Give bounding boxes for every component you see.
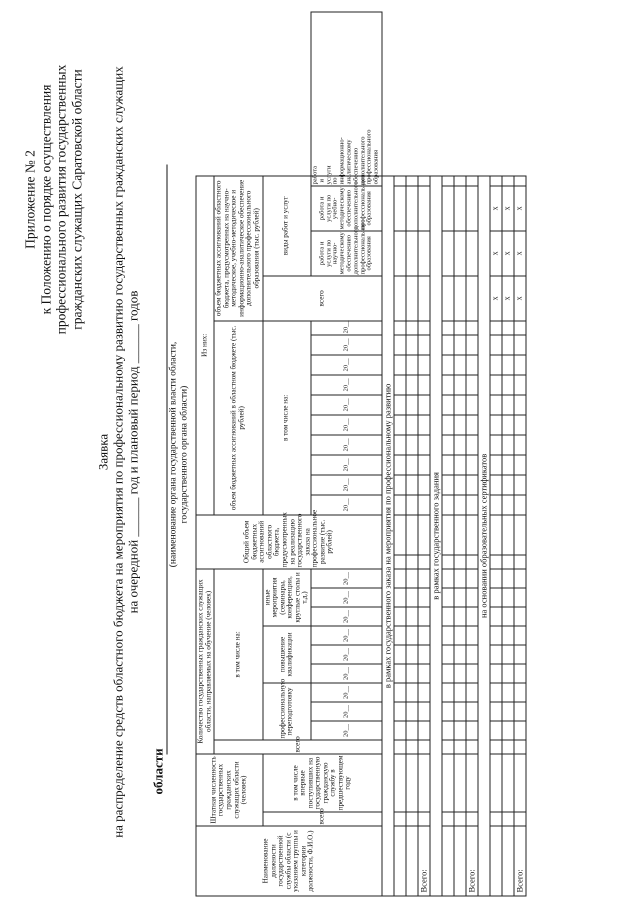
x-mark: x xyxy=(514,186,526,231)
rotated-sheet xyxy=(1,0,641,905)
col-header-count-all: всего xyxy=(214,740,382,754)
x-mark: x xyxy=(490,276,502,321)
org-caption xyxy=(169,205,191,705)
col-header-position: Наименование должности государственной службы области (с указанием группы и категории должности, Ф.И.О.) xyxy=(196,826,382,896)
org-caption-line: (наименование органа государственной власти области, xyxy=(168,341,179,568)
title-block xyxy=(97,0,142,905)
x-mark: x xyxy=(502,186,514,231)
col-header-staff: Штатная численность государственных гражданских служащих области (человек) xyxy=(196,754,263,826)
col-header-retrain: профессиональную переподготовку xyxy=(263,683,311,740)
appendix-block xyxy=(23,15,85,385)
request-table xyxy=(196,12,527,897)
kind-cell: работа и услуги по научно-методическому обеспечению дополнительного профессионального образования xyxy=(311,231,382,276)
col-header-of-them: Из них: xyxy=(196,176,214,515)
x-mark: x xyxy=(490,186,502,231)
year-cell: 20__ xyxy=(311,664,382,683)
year-cell: 20__ xyxy=(311,588,382,607)
col-header-kinds: виды работ и услуг xyxy=(263,176,311,276)
year-cell: 20__ xyxy=(311,683,382,702)
title-heading: Заявка xyxy=(95,433,111,471)
title-line-2: на очередной ______ год и плановый период ______ годов xyxy=(125,290,141,614)
col-header-staff-all: всего xyxy=(263,812,383,826)
year-cell: 20__ xyxy=(311,702,382,721)
x-mark: x xyxy=(502,276,514,321)
col-header-incl: в том числе на: xyxy=(214,569,262,740)
section-state-order: в рамках государственного заказа на мероприятия по профессиональному развитию xyxy=(382,176,394,896)
year-cell: 20__ xyxy=(311,645,382,664)
appendix-line: профессионального развития государственных xyxy=(53,64,69,335)
year-cell: 20__ xyxy=(311,607,382,626)
year-cell: 20__ xyxy=(311,375,382,395)
x-mark: x xyxy=(514,276,526,321)
total-label: Всего: xyxy=(514,826,526,896)
col-header-other: иные мероприятия (семинары, конференции, круглые столы и т.д.) xyxy=(263,569,311,626)
year-cell: 20__ xyxy=(311,321,382,335)
col-header-budget: объем бюджетных ассигнований в областном бюджете (тыс. рублей) xyxy=(214,321,262,515)
year-cell: 20__ xyxy=(311,355,382,375)
org-caption-line: государственного органа области) xyxy=(179,385,190,524)
appendix-line: к Положению о порядке осуществления xyxy=(38,84,54,315)
x-mark: x xyxy=(490,231,502,276)
x-mark: x xyxy=(502,231,514,276)
year-cell: 20__ xyxy=(311,475,382,495)
col-header-budget-kinds: в том числе на: xyxy=(263,321,311,515)
kind-cell: работа и услуги по учебно-методическому обеспечению дополнительного профессионального образования xyxy=(311,186,382,231)
year-cell: 20__ xyxy=(311,626,382,645)
appendix-line: Приложение № 2 xyxy=(22,150,38,249)
total-label: Всего: xyxy=(418,826,430,896)
year-cell: 20__ xyxy=(311,721,382,740)
year-cell: 20__ xyxy=(311,335,382,355)
col-header-count: Количество государственных гражданских служащих области, направляемых на обучение (человек) xyxy=(196,569,214,754)
section-state-task: в рамках государственного задания xyxy=(430,176,442,896)
col-header-qual: повышение квалификации xyxy=(263,626,311,683)
kind-cell: работа и услуги по информационно-аналитическому обеспечению дополнительного профессионального образования xyxy=(311,176,382,186)
year-cell: 20__ xyxy=(311,435,382,455)
year-cell: 20__ xyxy=(311,455,382,475)
year-cell: 20__ xyxy=(311,415,382,435)
section-certificates: на основании образовательных сертификатов xyxy=(478,176,490,896)
year-cell: 20__ xyxy=(311,395,382,415)
title-line-1: на распределение средств областного бюджета на мероприятия по профессиональному развитию государственных гражданских служащих xyxy=(110,66,126,838)
appendix-line: гражданских служащих Саратовской области xyxy=(69,69,85,330)
col-header-total-volume: Общий объем бюджетных ассигнований областного бюджета, предусмотренных на реализацию государственного заказа на профессиональное развитие (тыс. рублей) xyxy=(196,515,382,569)
org-underline xyxy=(167,165,168,755)
org-label: области xyxy=(150,748,166,795)
x-mark: x xyxy=(514,231,526,276)
year-cell: 20__ xyxy=(311,495,382,515)
col-header-info-all: всего xyxy=(263,276,383,321)
total-label: Всего: xyxy=(466,826,478,896)
year-cell: 20__ xyxy=(311,569,382,588)
col-header-staff-new: в том числе впервые поступивших на государственную гражданскую службу в предшествующем году xyxy=(263,754,383,812)
col-header-info: объем бюджетных ассигнований областного бюджета, предусмотренных на научно-методическое, учебно-методическое и информационно-аналитическое обеспечение дополнительного профессионального образования (тыс. рублей) xyxy=(214,176,262,321)
